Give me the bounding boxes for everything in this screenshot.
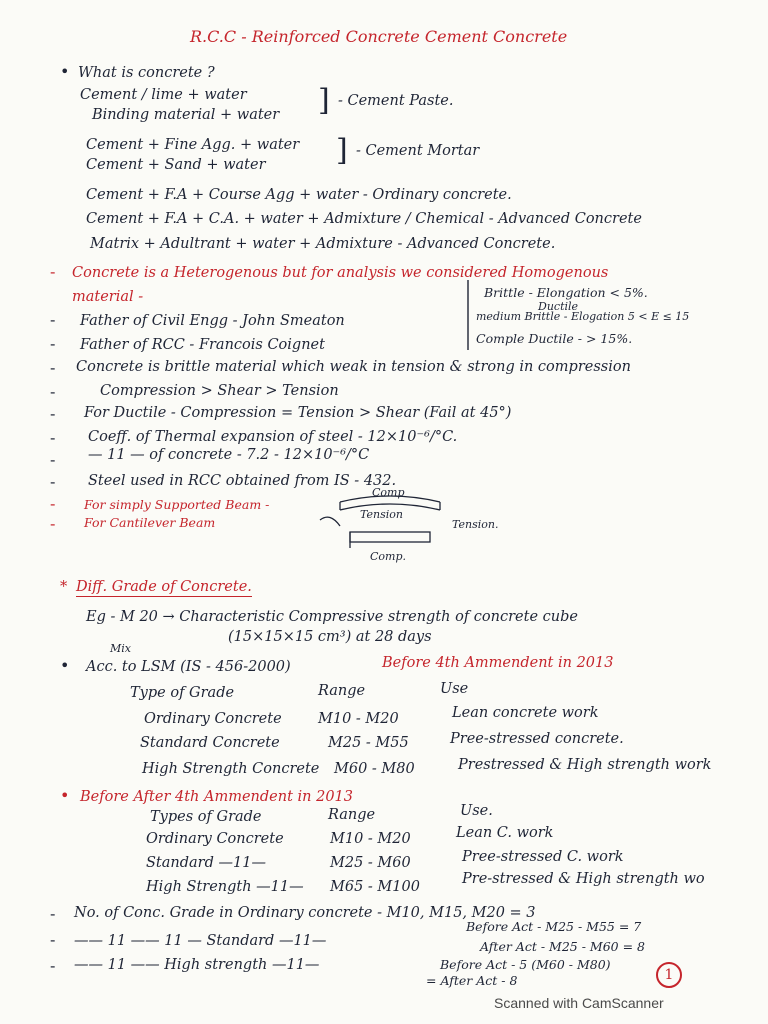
paste-result: - Cement Paste. (338, 93, 454, 109)
comp-label-bottom: Comp. (370, 550, 407, 563)
simply-supported-line: For simply Supported Beam - (84, 497, 270, 512)
brittle-range: Brittle - Elongation < 5%. (484, 285, 648, 300)
comp-label-top: Comp (372, 486, 405, 499)
dash: - (50, 956, 56, 975)
table2-row-ordinary-range: M10 - M20 (330, 831, 411, 847)
paste-line-2: Binding material + water (92, 107, 280, 123)
table2-row-standard-type: Standard —11— (146, 855, 266, 871)
grade-heading: Diff. Grade of Concrete. (76, 579, 252, 595)
dash: - (50, 450, 56, 469)
dash: - (50, 334, 56, 353)
tension-label-top: Tension (360, 508, 403, 521)
dash: - (50, 472, 56, 491)
father-civil-engg: Father of Civil Engg - John Smeaton (80, 313, 345, 329)
complete-ductile-range: Comple Ductile - > 15%. (476, 331, 633, 346)
advanced-line-1: Cement + F.A + C.A. + water + Admixture / Chemical - Advanced Concrete (86, 211, 642, 227)
dash: - (50, 404, 56, 423)
table2-row-standard-use: Pree-stressed C. work (462, 849, 624, 865)
table2-header-use: Use. (460, 803, 493, 819)
count-standard-prefix: —— 11 —— 11 — Standard —11— (74, 933, 327, 949)
mortar-line-2: Cement + Sand + water (86, 157, 266, 173)
mortar-line-1: Cement + Fine Agg. + water (86, 137, 300, 153)
page-number-badge: 1 (656, 962, 682, 988)
side-bracket (466, 280, 470, 350)
table1-row-ordinary-type: Ordinary Concrete (144, 711, 282, 727)
before-amendment-heading: Before 4th Ammendent in 2013 (382, 655, 614, 671)
table2-row-high-type: High Strength —11— (146, 879, 304, 895)
table1-row-high-range: M60 - M80 (334, 761, 415, 777)
brittle-material-line: Concrete is brittle material which weak in tension & strong in compression (76, 359, 631, 375)
table1-row-standard-range: M25 - M55 (328, 735, 409, 751)
count-ordinary-line: No. of Conc. Grade in Ordinary concrete - M10, M15, M20 = 3 (74, 905, 536, 921)
grade-heading-star: * (60, 579, 68, 595)
dash: - (50, 930, 56, 949)
mortar-result: - Cement Mortar (356, 143, 480, 159)
bullet: • (60, 62, 70, 81)
dash: - (50, 382, 56, 401)
father-rcc: Father of RCC - Francois Coignet (80, 337, 325, 353)
table2-row-high-range: M65 - M100 (330, 879, 420, 895)
count-standard-after: After Act - M25 - M60 = 8 (480, 939, 645, 954)
dash: - (50, 494, 56, 513)
table1-row-ordinary-use: Lean concrete work (452, 705, 599, 721)
cantilever-line: For Cantilever Beam (84, 515, 216, 530)
ordinary-concrete-line: Cement + F.A + Course Agg + water - Ordinary concrete. (86, 187, 512, 203)
dash: - (50, 904, 56, 923)
table2-row-high-use: Pre-stressed & High strength wo (462, 871, 705, 887)
bullet: • (60, 656, 70, 675)
acc-lsm-line: Acc. to LSM (IS - 456-2000) (86, 659, 291, 675)
table2-row-standard-range: M25 - M60 (330, 855, 411, 871)
count-high-after: = After Act - 8 (426, 973, 518, 988)
table1-row-ordinary-range: M10 - M20 (318, 711, 399, 727)
table1-header-use: Use (440, 681, 469, 697)
bracket: ] (318, 83, 330, 118)
ductile-order-line: For Ductile - Compression = Tension > Shear (Fail at 45°) (84, 405, 512, 421)
coeff-steel-line: Coeff. of Thermal expansion of steel - 12×10⁻⁶/°C. (88, 429, 458, 445)
bracket: ] (336, 133, 348, 168)
dash: - (50, 310, 56, 329)
paste-line-1: Cement / lime + water (80, 87, 247, 103)
bullet: • (60, 786, 70, 805)
steel-is-line: Steel used in RCC obtained from IS - 432. (88, 473, 397, 489)
page-title: R.C.C - Reinforced Concrete Cement Concrete (190, 27, 568, 46)
dash: - (50, 358, 56, 377)
table1-row-high-type: High Strength Concrete (142, 761, 320, 777)
example-line: Eg - M 20 → Characteristic Compressive strength of concrete cube (86, 609, 578, 625)
advanced-line-2: Matrix + Adultrant + water + Admixture - Advanced Concrete. (90, 236, 556, 252)
count-high-before: Before Act - 5 (M60 - M80) (440, 957, 611, 972)
table2-row-ordinary-type: Ordinary Concrete (146, 831, 284, 847)
table1-row-standard-use: Pree-stressed concrete. (450, 731, 624, 747)
table1-header-range: Range (318, 683, 366, 699)
table2-row-ordinary-use: Lean C. work (456, 825, 554, 841)
after-amendment-heading: Before After 4th Ammendent in 2013 (80, 789, 354, 805)
brittle-order-line: Compression > Shear > Tension (100, 383, 339, 399)
table1-row-high-use: Prestressed & High strength work (458, 757, 712, 773)
tension-label-right: Tension. (452, 518, 499, 531)
count-standard-before: Before Act - M25 - M55 = 7 (466, 919, 642, 934)
scanner-watermark: Scanned with CamScanner (494, 995, 664, 1011)
ductile-note: Ductile (538, 300, 579, 313)
coeff-concrete-line: — 11 — of concrete - 7.2 - 12×10⁻⁶/°C (88, 447, 370, 463)
table1-header-type: Type of Grade (130, 685, 235, 701)
heterogenous-line-2: material - (72, 289, 144, 305)
table2-header-range: Range (328, 807, 376, 823)
dash: - (50, 262, 56, 281)
example-cube-size: (15×15×15 cm³) at 28 days (228, 629, 432, 645)
dash: - (50, 514, 56, 533)
count-high-prefix: —— 11 —— High strength —11— (74, 957, 320, 973)
table2-header-type: Types of Grade (150, 809, 262, 825)
question-what-is-concrete: What is concrete ? (78, 65, 215, 81)
dash: - (50, 428, 56, 447)
mix-label: Mix (110, 642, 131, 655)
medium-brittle-range: medium Brittle - Elogation 5 < E ≤ 15 (476, 310, 690, 323)
table1-row-standard-type: Standard Concrete (140, 735, 280, 751)
heterogenous-line-1: Concrete is a Heterogenous but for analysis we considered Homogenous (72, 265, 609, 281)
